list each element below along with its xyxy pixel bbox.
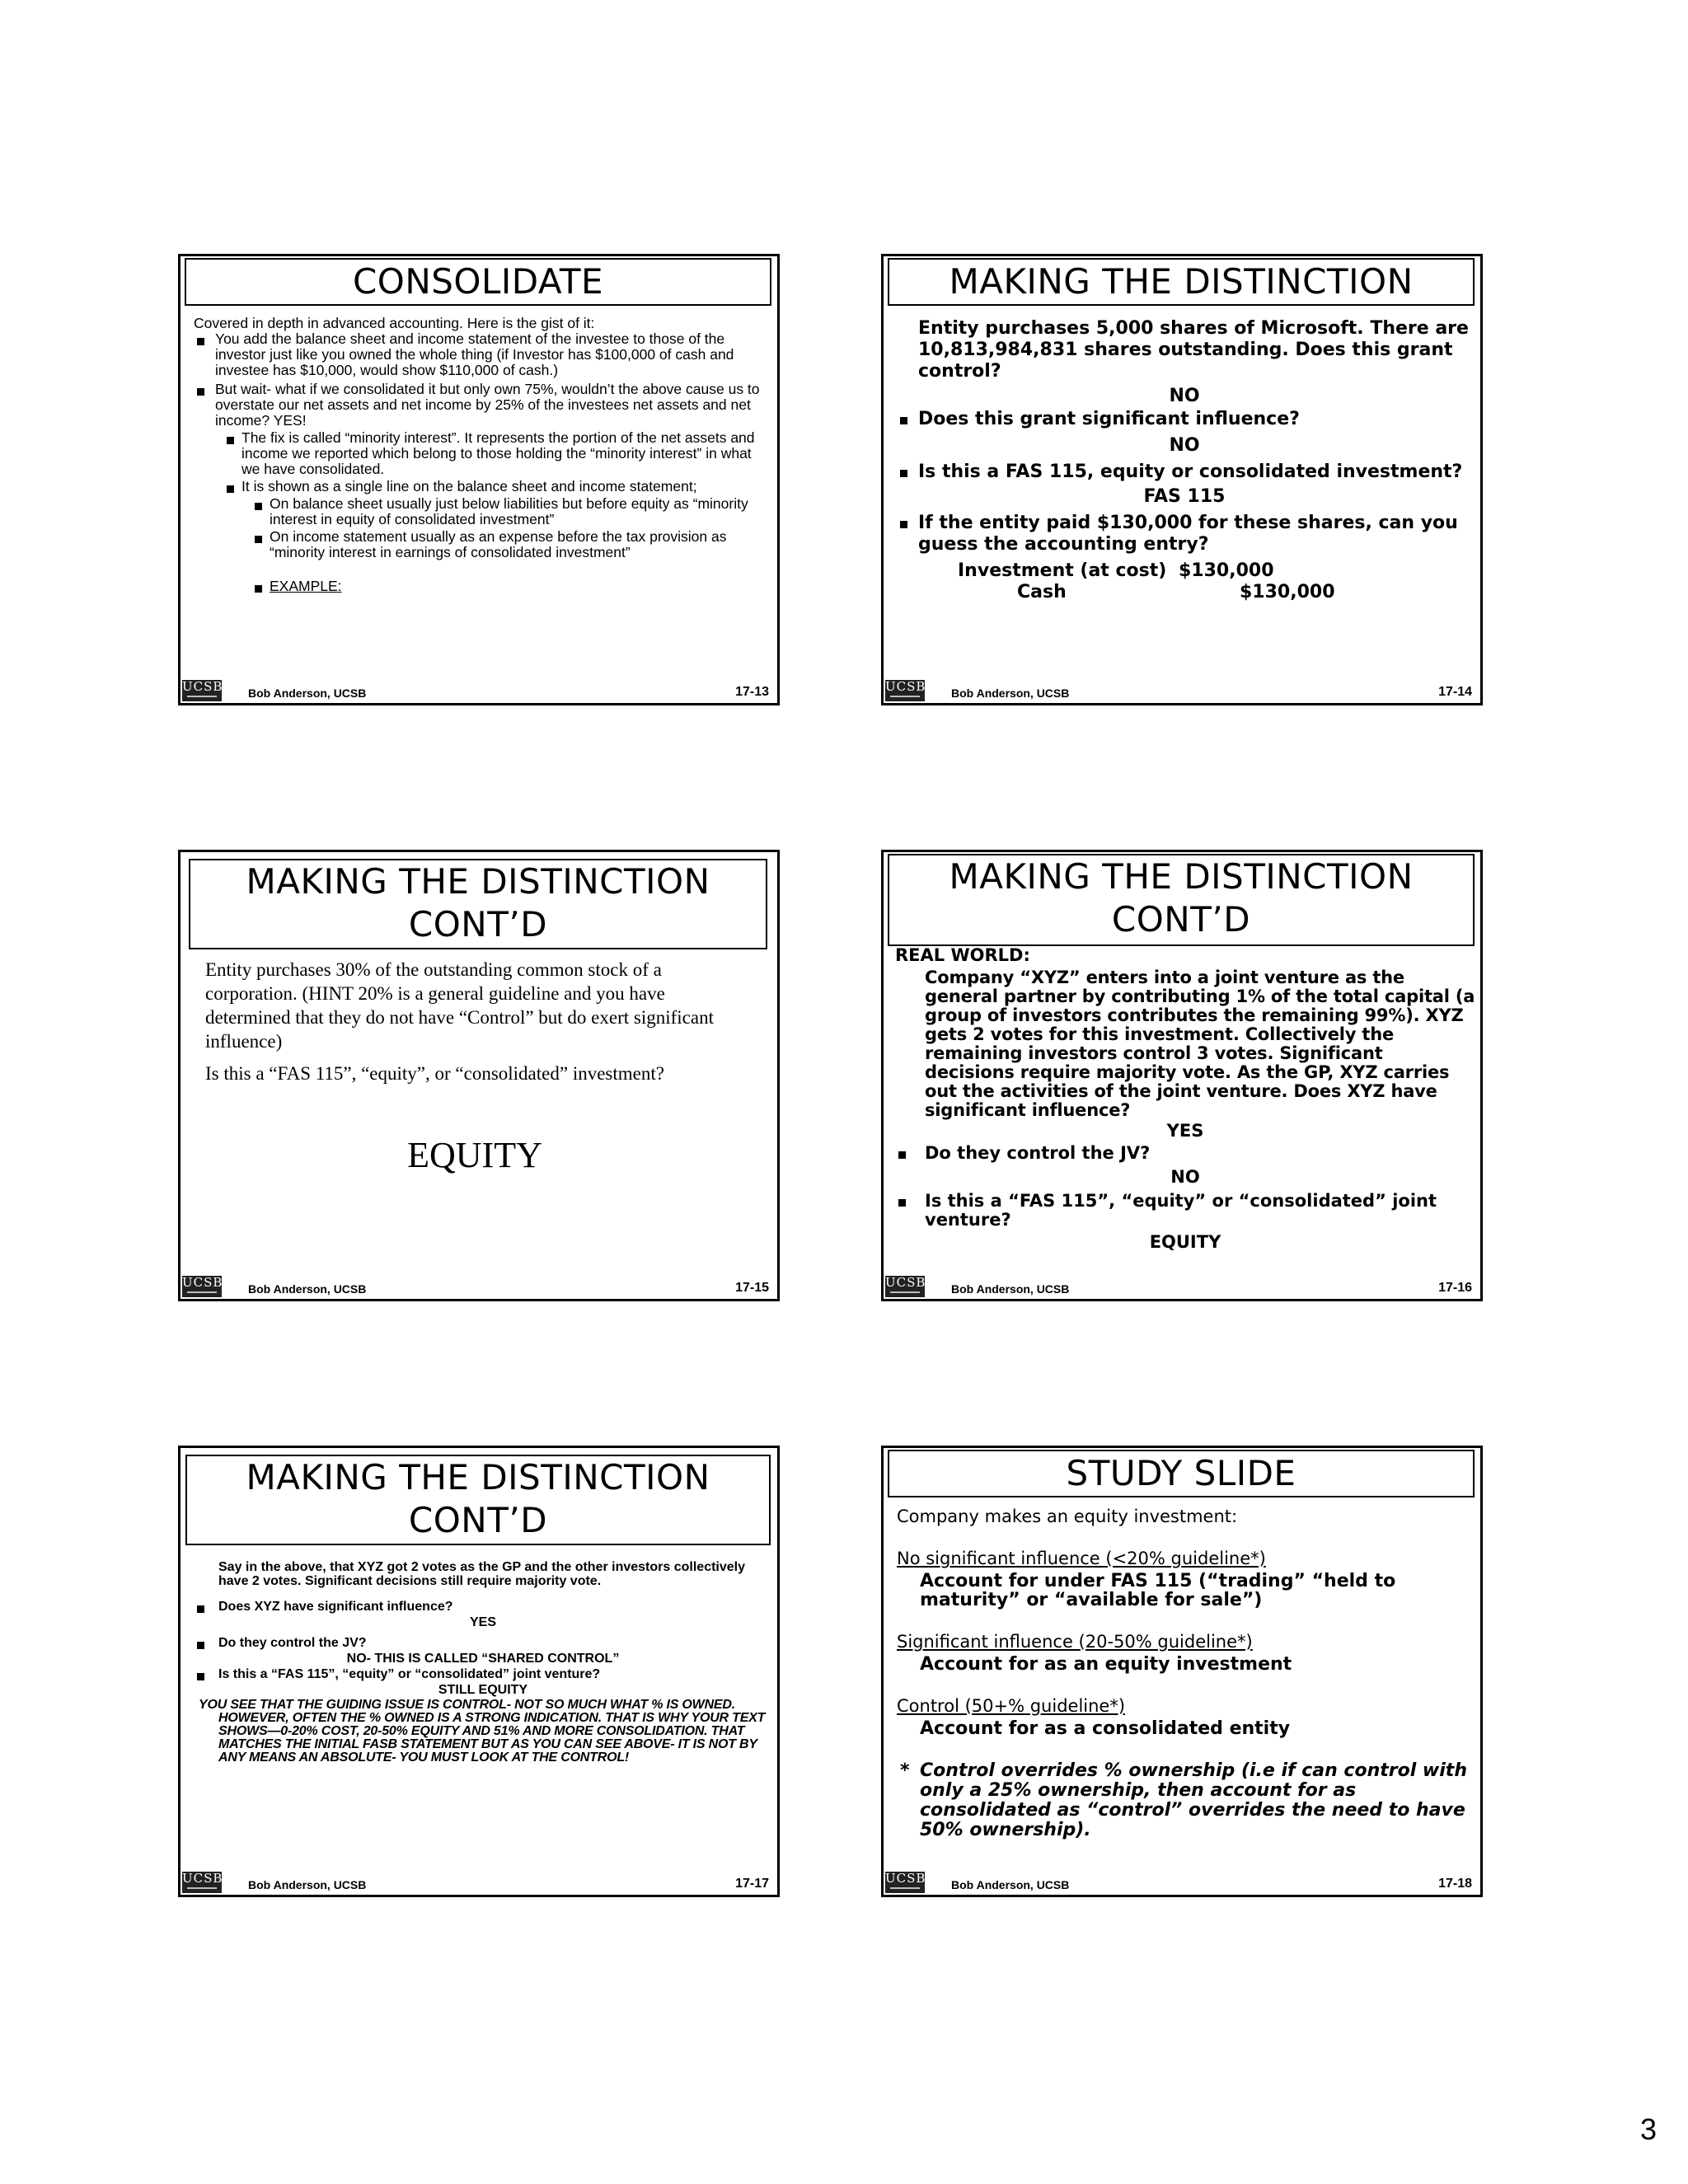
- answer-2: NO: [1170, 1167, 1200, 1187]
- heading-significant-influence: Significant influence (20-50% guideline*): [897, 1632, 1253, 1652]
- title-line-1: MAKING THE DISTINCTION: [246, 861, 710, 902]
- question-1: Entity purchases 5,000 shares of Microsoft. There are 10,813,984,831 shares outstanding. Does this grant control?: [918, 318, 1469, 382]
- footer-author: Bob Anderson, UCSB: [248, 687, 367, 700]
- text-significant-influence: Account for as an equity investment: [920, 1654, 1292, 1675]
- list-item: Does this grant significant influence?: [897, 409, 1472, 430]
- list-item: Is this a “FAS 115”, “equity” or “consolidated” joint venture?: [895, 1192, 1475, 1230]
- list-item: Do they control the JV?: [194, 1636, 772, 1650]
- emphasis-note: YOU SEE THAT THE GUIDING ISSUE IS CONTROL- NOT SO MUCH WHAT % IS OWNED. HOWEVER, OFTEN THE % OWNED IS A STRONG INDICATION. THAT IS WHY YOUR TEXT SHOWS—0-20% COST, 20-50% EQUITY AND 51% AND MORE CONSOLIDATION. THAT MATCHES THE INITIAL FASB STATEMENT BUT AS YOU CAN SEE ABOVE- IT IS NOT BY ANY MEANS AN ABSOLUTE- YOU MUST LOOK AT THE CONTROL!: [199, 1698, 766, 1765]
- list-item: The fix is called “minority interest”. It represents the portion of the net assets and income we reported which belong to those holding the “minority interest” in what we have consolidated.: [223, 430, 769, 477]
- section-heading: REAL WORLD:: [895, 945, 1030, 965]
- question-list: [897, 409, 1472, 555]
- ucsb-logo: UCSB: [182, 1276, 222, 1297]
- intro-text: Company makes an equity investment:: [897, 1507, 1238, 1526]
- answer-3: EQUITY: [1149, 1232, 1221, 1252]
- slide-body: [895, 946, 1475, 1252]
- slide-title: [185, 1455, 771, 1545]
- slide-title: [189, 859, 767, 949]
- slide-number: 17-15: [735, 1281, 769, 1295]
- footer-author: Bob Anderson, UCSB: [951, 1878, 1070, 1891]
- bullet-list: [194, 331, 769, 429]
- title-line-2: CONT’D: [1111, 899, 1251, 940]
- footnote-text: Control overrides % ownership (i.e if can control with only a 25% ownership, then account for as consolidated as “control” overrides the need to have 50% ownership).: [920, 1760, 1467, 1840]
- slide-number: 17-13: [735, 685, 769, 699]
- list-item: If the entity paid $130,000 for these shares, can you guess the accounting entry?: [897, 513, 1472, 555]
- answer-1: YES: [1166, 1121, 1204, 1141]
- slide-title: CONSOLIDATE: [185, 258, 771, 306]
- footer-author: Bob Anderson, UCSB: [248, 1282, 367, 1296]
- entry-debit-label: Investment (at cost): [958, 560, 1167, 581]
- answer-2: NO: [1169, 435, 1200, 456]
- slide-body: [205, 958, 744, 1176]
- entry-credit-amount: $130,000: [1240, 582, 1335, 602]
- answer-1: YES: [469, 1615, 496, 1629]
- question-list: [194, 1600, 772, 1697]
- slide-17-18: [881, 1446, 1483, 1897]
- list-item: Is this a FAS 115, equity or consolidated investment?: [897, 462, 1472, 483]
- answer-1: NO: [1169, 386, 1200, 406]
- paragraph: Entity purchases 30% of the outstanding common stock of a corporation. (HINT 20% is a general guideline and you have determined that they do not have “Control” but do exert significant influence): [205, 959, 714, 1052]
- slide-number: 17-17: [735, 1877, 769, 1891]
- list-item: On balance sheet usually just below liabilities but before equity as “minority interest in equity of consolidated investment”: [251, 496, 769, 527]
- answer: EQUITY: [407, 1135, 542, 1175]
- slide-17-17: [178, 1446, 780, 1897]
- title-line-2: CONT’D: [408, 904, 548, 944]
- entry-credit-label: Cash: [1017, 582, 1067, 602]
- slide-body: [897, 1507, 1474, 1840]
- slide-17-14: [881, 254, 1483, 705]
- intro-text: Covered in depth in advanced accounting. Here is the gist of it:: [194, 315, 595, 331]
- footnote-star: *: [900, 1760, 910, 1781]
- intro-text: Say in the above, that XYZ got 2 votes as the GP and the other investors collectively have 2 votes. Significant decisions still require majority vote.: [218, 1560, 745, 1588]
- heading-no-influence: No significant influence (<20% guideline*): [897, 1549, 1266, 1568]
- ucsb-logo: UCSB: [182, 680, 222, 701]
- list-item: You add the balance sheet and income statement of the investee to those of the investor just like you owned the whole thing (if Investor has $100,000 of cash and investee has $10,000, would show $110,000 of cash.): [194, 331, 769, 378]
- ucsb-logo: UCSB: [885, 1872, 925, 1893]
- slide-body: [194, 1560, 772, 1765]
- list-item: But wait- what if we consolidated it but only own 75%, wouldn’t the above cause us to overstate our net assets and net income by 25% of the investees net assets and net income? YES!: [194, 382, 769, 429]
- title-line-1: MAKING THE DISTINCTION: [949, 856, 1414, 897]
- footer-author: Bob Anderson, UCSB: [248, 1878, 367, 1891]
- ucsb-logo: UCSB: [885, 680, 925, 701]
- list-item: Do they control the JV?: [895, 1144, 1475, 1163]
- question: Is this a “FAS 115”, “equity”, or “consolidated” investment?: [205, 1063, 664, 1084]
- list-item: [251, 579, 769, 594]
- journal-entry: [897, 559, 1472, 605]
- footer-author: Bob Anderson, UCSB: [951, 1282, 1070, 1296]
- example-label: EXAMPLE:: [270, 578, 342, 594]
- slide-17-15: [178, 850, 780, 1301]
- ucsb-logo: UCSB: [885, 1276, 925, 1297]
- answer-3: STILL EQUITY: [438, 1683, 528, 1697]
- list-item: Does XYZ have significant influence?: [194, 1600, 772, 1614]
- list-item: On income statement usually as an expense before the tax provision as “minority interest in earnings of consolidated investment”: [251, 529, 769, 560]
- slide-17-13: [178, 254, 780, 705]
- slide-title: MAKING THE DISTINCTION: [888, 258, 1475, 306]
- slide-title: STUDY SLIDE: [888, 1450, 1475, 1497]
- answer-2: NO- THIS IS CALLED “SHARED CONTROL”: [346, 1652, 620, 1666]
- slide-number: 17-18: [1438, 1877, 1472, 1891]
- slide-body: [194, 316, 769, 594]
- sub-sub-bullet-list: [251, 496, 769, 594]
- heading-control: Control (50+% guideline*): [897, 1696, 1126, 1716]
- footnote: [897, 1761, 1474, 1840]
- footer-author: Bob Anderson, UCSB: [951, 687, 1070, 700]
- slide-title: [888, 854, 1475, 946]
- text-no-influence: Account for under FAS 115 (“trading” “held to maturity” or “available for sale”): [920, 1571, 1396, 1610]
- list-item: Is this a “FAS 115”, “equity” or “consolidated” joint venture?: [194, 1667, 772, 1681]
- entry-debit-amount: $130,000: [1179, 560, 1274, 581]
- title-line-2: CONT’D: [408, 1500, 548, 1540]
- page-number: 3: [1639, 2112, 1657, 2146]
- answer-3: FAS 115: [1143, 486, 1226, 507]
- list-item: It is shown as a single line on the balance sheet and income statement;: [223, 479, 769, 494]
- slide-17-16: [881, 850, 1483, 1301]
- text-control: Account for as a consolidated entity: [920, 1718, 1291, 1739]
- title-line-1: MAKING THE DISTINCTION: [246, 1457, 710, 1497]
- slide-body: [897, 318, 1472, 605]
- slide-number: 17-14: [1438, 685, 1472, 699]
- paragraph: Company “XYZ” enters into a joint venture as the general partner by contributing 1% of the total capital (a group of investors contributes the remaining 99%). XYZ gets 2 votes for this investment. Collectively the remaining investors control 3 votes. Significant decisions require majority vote. As the GP, XYZ carries out the activities of the joint venture. Does XYZ have significant influence?: [925, 968, 1475, 1120]
- question-list: [895, 1144, 1475, 1252]
- ucsb-logo: UCSB: [182, 1872, 222, 1893]
- slide-number: 17-16: [1438, 1281, 1472, 1295]
- sub-bullet-list: [223, 430, 769, 494]
